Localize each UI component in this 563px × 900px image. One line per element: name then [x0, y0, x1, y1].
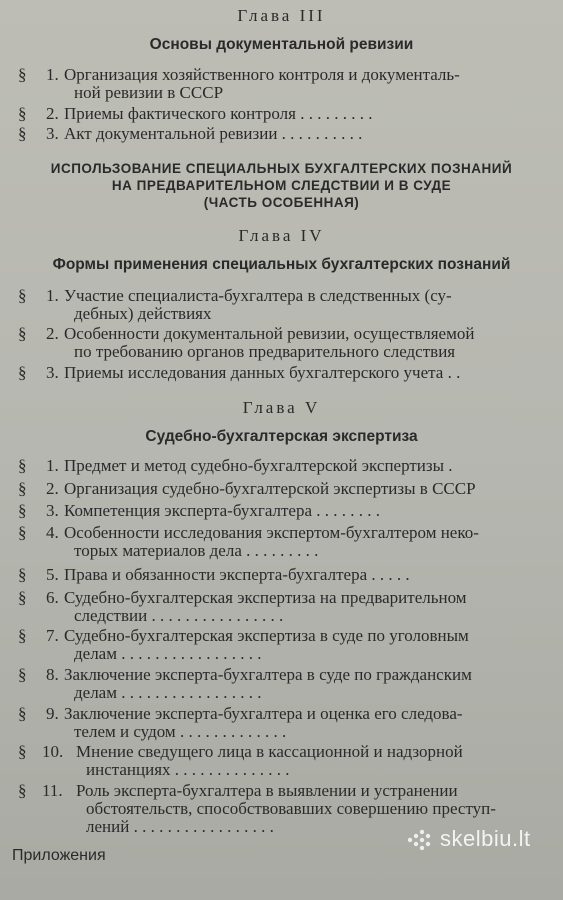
entry-number: 5. — [46, 565, 59, 584]
entry-number: 1. — [46, 456, 59, 475]
chapter-3-title: Основы документальной ревизии — [149, 36, 414, 53]
section-sign: § — [18, 501, 27, 520]
section-sign: § — [18, 781, 27, 800]
entry-number: 8. — [46, 665, 59, 684]
entry-text: Роль эксперта-бухгалтера в выявлении и устранении — [76, 781, 458, 800]
entry-text: Особенности исследования экспертом-бухгалтером неко- — [64, 523, 479, 542]
entry-number: 9. — [46, 704, 59, 723]
entry-text: Компетенция эксперта-бухгалтера . . . . . . . . — [64, 501, 381, 520]
entry-number: 6. — [46, 588, 59, 607]
entry-text: Судебно-бухгалтерская экспертиза в суде по уголовным — [64, 626, 469, 645]
entry-text-cont: по требованию органов предварительного следствия — [74, 342, 456, 361]
entry-text-cont: телем и судом . . . . . . . . . . . . . — [74, 722, 287, 741]
section-sign: § — [18, 565, 27, 584]
entry-text: Мнение сведущего лица в кассационной и надзорной — [76, 742, 463, 761]
entry-number: 3. — [46, 124, 59, 143]
entry-text-cont: делам . . . . . . . . . . . . . . . . . — [74, 683, 262, 702]
entry-text-cont: дебных) действиях — [74, 304, 212, 323]
section-sign: § — [18, 363, 27, 382]
entry-text: Организация судебно-бухгалтерской экспертизы в СССР — [64, 479, 476, 498]
entry-text-cont: торых материалов дела . . . . . . . . . — [74, 541, 319, 560]
chapter-5-title: Судебно-бухгалтерская экспертиза — [145, 428, 418, 445]
entry-text: Заключение эксперта-бухгалтера в суде по гражданским — [64, 665, 472, 684]
entry-text: Акт документальной ревизии . . . . . . . . . . — [64, 124, 363, 143]
section-sign: § — [18, 479, 27, 498]
section-sign: § — [18, 742, 27, 761]
watermark-text: skelbiu.lt — [440, 826, 531, 851]
part-heading-line-3: (ЧАСТЬ ОСОБЕННАЯ) — [203, 195, 360, 210]
chapter-3-heading: Глава III — [237, 6, 326, 25]
entry-number: 2. — [46, 324, 59, 343]
entry-text-cont: инстанциях . . . . . . . . . . . . . . — [86, 760, 290, 779]
entry-number: 3. — [46, 363, 59, 382]
entry-text-cont: обстоятельств, способствовавших совершению преступ- — [86, 799, 496, 818]
entry-number: 10. — [42, 742, 64, 761]
part-heading-line-1: ИСПОЛЬЗОВАНИЕ СПЕЦИАЛЬНЫХ БУХГАЛТЕРСКИХ ПОЗНАНИЙ — [50, 161, 513, 176]
chapter-4-title: Формы применения специальных бухгалтерских познаний — [52, 256, 511, 273]
chapter-5-heading: Глава V — [242, 398, 321, 417]
entry-number: 2. — [46, 479, 59, 498]
entry-text: Предмет и метод судебно-бухгалтерской экспертизы . — [64, 456, 453, 475]
entry-text-cont: делам . . . . . . . . . . . . . . . . . — [74, 644, 262, 663]
entry-number: 1. — [46, 65, 59, 84]
entry-number: 3. — [46, 501, 59, 520]
section-sign: § — [18, 104, 27, 123]
entry-text-cont: лений . . . . . . . . . . . . . . . . . — [86, 817, 274, 836]
entry-text: Права и обязанности эксперта-бухгалтера . . . . . — [64, 565, 410, 584]
appendix-heading: Приложения — [12, 847, 106, 864]
section-sign: § — [18, 704, 27, 723]
watermark-logo-icon — [406, 828, 434, 852]
entry-text: Приемы фактического контроля . . . . . . . . . — [64, 104, 373, 123]
section-sign: § — [18, 324, 27, 343]
entry-text: Особенности документальной ревизии, осуществляемой — [64, 324, 475, 343]
section-sign: § — [18, 286, 27, 305]
section-sign: § — [18, 523, 27, 542]
section-sign: § — [18, 665, 27, 684]
entry-text: Участие специалиста-бухгалтера в следственных (су- — [64, 286, 452, 305]
section-sign: § — [18, 588, 27, 607]
entry-text: Приемы исследования данных бухгалтерского учета . . — [64, 363, 461, 382]
section-sign: § — [18, 124, 27, 143]
entry-number: 7. — [46, 626, 59, 645]
section-sign: § — [18, 456, 27, 475]
part-heading-line-2: НА ПРЕДВАРИТЕЛЬНОМ СЛЕДСТВИИ И В СУДЕ — [111, 178, 452, 193]
entry-text: Организация хозяйственного контроля и документаль- — [64, 65, 460, 84]
entry-number: 2. — [46, 104, 59, 123]
entry-text-cont: ной ревизии в СССР — [74, 83, 224, 102]
section-sign: § — [18, 626, 27, 645]
chapter-4-heading: Глава IV — [238, 226, 325, 245]
entry-text: Заключение эксперта-бухгалтера и оценка его следова- — [64, 704, 463, 723]
entry-text: Судебно-бухгалтерская экспертиза на предварительном — [64, 588, 467, 607]
entry-number: 1. — [46, 286, 59, 305]
entry-number: 4. — [46, 523, 59, 542]
section-sign: § — [18, 65, 27, 84]
entry-number: 11. — [42, 781, 63, 800]
entry-text-cont: следствии . . . . . . . . . . . . . . . . — [74, 606, 284, 625]
